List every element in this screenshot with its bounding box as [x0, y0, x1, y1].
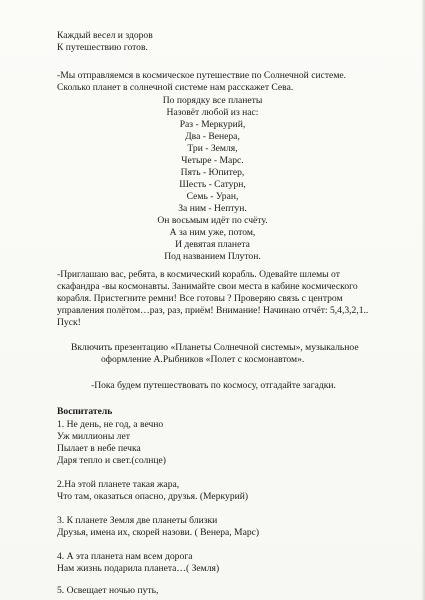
riddle-1-line-2: Уж миллионы лет [57, 431, 130, 442]
narration-2-line-3: корабля. Пристегните ремни! Все готовы ? Проверяю связь с центром [57, 293, 343, 304]
poem-line-8: Шесть - Сатурн, [179, 179, 246, 190]
poem-line-10: За ним - Нептун. [178, 203, 247, 214]
poem-line-4: Два - Венера, [185, 131, 240, 142]
riddle-3-line-1: 3. К планете Земля две планеты близки [57, 515, 218, 526]
intro-line-2: К путешествию готов. [57, 42, 148, 53]
narration-2-line-1: -Приглашаю вас, ребята, в космический корабль. Одевайте шлемы от [57, 269, 340, 280]
narration-1-line-1: -Мы отправляемся в космическое путешествие по Солнечной системе. [57, 70, 347, 81]
poem-line-3: Раз - Меркурий, [179, 119, 246, 130]
riddle-2-line-2: Что там, оказаться опасно, друзья. (Меркурий) [57, 491, 249, 502]
narration-2-line-5: Пуск! [57, 317, 81, 328]
poem-line-2: Назовёт любой из нас: [166, 107, 259, 118]
poem-line-7: Пять - Юпитер, [180, 167, 245, 178]
poem-line-13: И девятая планета [175, 239, 250, 250]
poem-line-9: Семь - Уран, [186, 191, 239, 202]
riddle-2-line-1: 2.На этой планете такая жара, [57, 479, 180, 490]
riddle-1-line-3: Пылает в небе печка [57, 443, 141, 454]
poem-line-6: Четыре - Марс. [181, 155, 244, 166]
riddle-4-line-1: 4. А эта планета нам всем дорога [57, 551, 193, 562]
speaker-label: Воспитатель [57, 406, 113, 417]
narration-2-line-2: скафандра -вы космонавты. Занимайте свои места в кабине космического [57, 281, 358, 292]
riddle-5-line-1: 5. Освещает ночью путь, [57, 585, 159, 596]
poem-line-5: Три - Земля, [187, 143, 238, 154]
narration-1-line-2: Сколько планет в солнечной системе нам расскажет Сева. [57, 82, 294, 93]
riddle-1-line-1: 1. Не день, не год, а вечно [57, 419, 164, 430]
poem-line-14: Под названием Плутон. [164, 251, 261, 262]
poem-line-12: А за ним уже, потом, [169, 227, 256, 238]
poem-line-1: По порядку все планеты [162, 95, 263, 106]
narration-2-line-4: управления полётом…раз, раз, приём! Внимание! Начинаю отчёт: 5,4,3,2,1.. [57, 305, 369, 316]
instruction-line-2: оформление А.Рыбников «Полет с космонавтом». [101, 354, 305, 365]
instruction-line-1: Включить презентацию «Планеты Солнечной системы», музыкальное [71, 342, 359, 353]
riddle-4-line-2: Нам жизнь подарила планета…( Земля) [57, 563, 220, 574]
riddle-1-line-4: Даря тепло и свет.(солнце) [57, 455, 167, 466]
intro-line-1: Каждый весел и здоров [57, 30, 153, 41]
riddle-3-line-2: Друзья, имена их, скорей назови. ( Венера, Марс) [57, 527, 260, 538]
poem-line-11: Он восьмым идёт по счёту. [157, 215, 268, 226]
narration-3: -Пока будем путешествовать по космосу, отгадайте загадки. [91, 380, 336, 391]
